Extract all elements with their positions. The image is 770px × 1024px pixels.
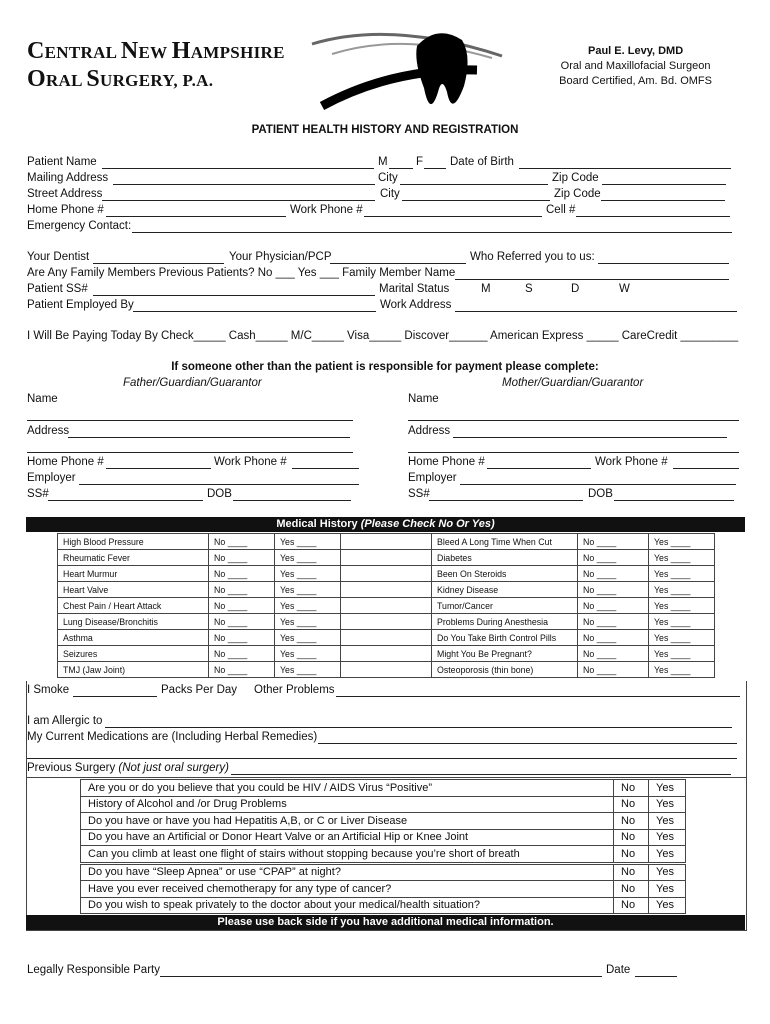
- physician-label: Your Physician/PCP: [229, 251, 332, 263]
- physician-field[interactable]: [330, 263, 466, 264]
- city2-label: City: [380, 188, 400, 200]
- surgery-text: Previous Surgery: [27, 762, 119, 774]
- right-employer-field[interactable]: [460, 484, 736, 485]
- question-text: Are you or do you believe that you could be HIV / AIDS Virus “Positive”: [81, 780, 614, 797]
- marital-s-option[interactable]: S: [525, 283, 533, 295]
- doctor-info: [559, 45, 712, 87]
- yes-checkbox[interactable]: Yes ____: [649, 630, 715, 646]
- left-work-phone-label: Work Phone #: [214, 456, 287, 468]
- street-field[interactable]: [102, 200, 375, 201]
- no-checkbox[interactable]: No ____: [578, 550, 649, 566]
- right-address-field[interactable]: [453, 437, 727, 438]
- question-text: Can you climb at least one flight of stairs without stopping because you’re short of breath: [81, 846, 614, 864]
- yes-checkbox[interactable]: Yes ____: [649, 646, 715, 662]
- no-checkbox[interactable]: No ____: [578, 630, 649, 646]
- no-checkbox[interactable]: No ____: [578, 582, 649, 598]
- guarantor-heading: If someone other than the patient is responsible for payment please complete:: [171, 361, 599, 373]
- left-employer-field[interactable]: [79, 484, 359, 485]
- left-ss-label: SS#: [27, 488, 49, 500]
- work-phone-label: Work Phone #: [290, 204, 363, 216]
- name-part: AMPSHIRE: [190, 43, 285, 62]
- spacer-cell: [341, 614, 432, 630]
- name-part: EW: [138, 43, 172, 62]
- emergency-label: Emergency Contact:: [27, 220, 132, 232]
- sex-m-label: M: [378, 156, 388, 168]
- ssn-label: Patient SS#: [27, 283, 88, 295]
- no-checkbox[interactable]: No ____: [578, 646, 649, 662]
- question-no-option[interactable]: No: [614, 881, 649, 898]
- yes-checkbox[interactable]: Yes ____: [649, 566, 715, 582]
- home-phone-label: Home Phone #: [27, 204, 104, 216]
- dentist-label: Your Dentist: [27, 251, 90, 263]
- father-guarantor-title: Father/Guardian/Guarantor: [123, 377, 262, 389]
- question-row: [81, 863, 686, 881]
- no-checkbox[interactable]: No ____: [209, 550, 275, 566]
- question-yes-option[interactable]: Yes: [649, 796, 686, 813]
- spacer-cell: [341, 598, 432, 614]
- no-checkbox[interactable]: No ____: [578, 534, 649, 550]
- other-problems-label: Other Problems: [254, 684, 335, 696]
- condition-label: Chest Pain / Heart Attack: [58, 598, 209, 614]
- right-name-label: Name: [408, 393, 439, 405]
- right-ss-field[interactable]: [429, 500, 583, 501]
- table-row: [58, 662, 715, 678]
- medical-history-bar: [26, 517, 745, 532]
- question-yes-option[interactable]: Yes: [649, 829, 686, 846]
- medications-field[interactable]: [318, 743, 737, 744]
- question-no-option[interactable]: No: [614, 796, 649, 813]
- question-row: [81, 796, 686, 813]
- doctor-name: Paul E. Levy, DMD: [588, 45, 684, 57]
- dob-label: Date of Birth: [450, 156, 514, 168]
- no-checkbox[interactable]: No ____: [209, 598, 275, 614]
- doctor-title: Oral and Maxillofacial Surgeon: [560, 60, 711, 72]
- spacer-cell: [341, 534, 432, 550]
- practice-name-line1: [27, 38, 285, 65]
- city-field[interactable]: [400, 184, 548, 185]
- name-part: URGERY, P.A.: [100, 71, 214, 90]
- spacer-cell: [341, 662, 432, 678]
- smoke-field[interactable]: [73, 696, 157, 697]
- allergic-label: I am Allergic to: [27, 715, 103, 727]
- work-address-field[interactable]: [455, 311, 737, 312]
- tooth-logo-icon: [302, 26, 517, 121]
- marital-m-option[interactable]: M: [481, 283, 491, 295]
- yes-checkbox[interactable]: Yes ____: [275, 534, 341, 550]
- patient-name-label: Patient Name: [27, 156, 97, 168]
- no-checkbox[interactable]: No ____: [209, 566, 275, 582]
- question-text: Do you have “Sleep Apnea” or use “CPAP” at night?: [81, 863, 614, 881]
- yes-checkbox[interactable]: Yes ____: [275, 550, 341, 566]
- question-row: [81, 813, 686, 830]
- dentist-field[interactable]: [93, 263, 224, 264]
- medical-title: Medical History: [276, 518, 361, 530]
- question-yes-option[interactable]: Yes: [649, 846, 686, 864]
- doctor-board: Board Certified, Am. Bd. OMFS: [559, 75, 712, 87]
- yes-checkbox[interactable]: Yes ____: [649, 614, 715, 630]
- spacer-cell: [341, 646, 432, 662]
- footer-note-bar: Please use back side if you have additional medical information.: [26, 915, 745, 930]
- yes-checkbox[interactable]: Yes ____: [275, 630, 341, 646]
- cell-label: Cell #: [546, 204, 576, 216]
- ssn-field[interactable]: [93, 295, 375, 296]
- name-part: ENTRAL: [44, 43, 121, 62]
- no-checkbox[interactable]: No ____: [578, 566, 649, 582]
- question-no-option[interactable]: No: [614, 863, 649, 881]
- cap-letter: H: [171, 38, 191, 64]
- city-label: City: [378, 172, 398, 184]
- condition-label: Tumor/Cancer: [432, 598, 578, 614]
- left-ss-field[interactable]: [48, 500, 203, 501]
- question-row: [81, 829, 686, 846]
- right-home-phone-label: Home Phone #: [408, 456, 485, 468]
- yes-checkbox[interactable]: Yes ____: [275, 646, 341, 662]
- right-ss-label: SS#: [408, 488, 430, 500]
- form-title: PATIENT HEALTH HISTORY AND REGISTRATION: [251, 124, 519, 136]
- employed-field[interactable]: [133, 311, 376, 312]
- sex-f-field[interactable]: [424, 168, 446, 169]
- spacer-cell: [341, 630, 432, 646]
- marital-d-option[interactable]: D: [571, 283, 580, 295]
- condition-label: Osteoporosis (thin bone): [432, 662, 578, 678]
- right-dob-field[interactable]: [614, 500, 734, 501]
- table-row: [58, 582, 715, 598]
- zip-field[interactable]: [602, 184, 726, 185]
- medications2-field[interactable]: [27, 758, 737, 759]
- question-row: [81, 881, 686, 898]
- table-row: [58, 534, 715, 550]
- question-yes-option[interactable]: Yes: [649, 881, 686, 898]
- question-yes-option[interactable]: Yes: [649, 863, 686, 881]
- left-work-phone-field[interactable]: [292, 468, 359, 469]
- other-problems-field[interactable]: [336, 696, 740, 697]
- mailing-label: Mailing Address: [27, 172, 109, 184]
- condition-label: Asthma: [58, 630, 209, 646]
- question-no-option[interactable]: No: [614, 897, 649, 914]
- surgery-field[interactable]: [231, 774, 731, 775]
- street-label: Street Address: [27, 188, 103, 200]
- spacer-cell: [341, 566, 432, 582]
- no-checkbox[interactable]: No ____: [578, 614, 649, 630]
- yes-checkbox[interactable]: Yes ____: [275, 598, 341, 614]
- table-row: [58, 646, 715, 662]
- question-text: History of Alcohol and /or Drug Problems: [81, 796, 614, 813]
- no-checkbox[interactable]: No ____: [209, 630, 275, 646]
- yes-checkbox[interactable]: Yes ____: [275, 566, 341, 582]
- dob-field[interactable]: [519, 168, 731, 169]
- cell-field[interactable]: [576, 216, 730, 217]
- question-row: [81, 780, 686, 797]
- work-phone-field[interactable]: [364, 216, 542, 217]
- city2-field[interactable]: [402, 200, 550, 201]
- yes-checkbox[interactable]: Yes ____: [649, 582, 715, 598]
- left-address2-field[interactable]: [27, 452, 353, 453]
- table-row: [58, 566, 715, 582]
- no-checkbox[interactable]: No ____: [578, 598, 649, 614]
- questions-table: [80, 779, 686, 914]
- question-yes-option[interactable]: Yes: [649, 780, 686, 797]
- left-employer-label: Employer: [27, 472, 76, 484]
- yes-checkbox[interactable]: Yes ____: [275, 662, 341, 678]
- employed-label: Patient Employed By: [27, 299, 134, 311]
- smoke-label: I Smoke: [27, 684, 70, 696]
- referred-label: Who Referred you to us:: [470, 251, 595, 263]
- yes-checkbox[interactable]: Yes ____: [275, 614, 341, 630]
- spacer-cell: [341, 550, 432, 566]
- condition-label: Bleed A Long Time When Cut: [432, 534, 578, 550]
- cap-letter: C: [27, 38, 45, 64]
- marital-label: Marital Status: [379, 283, 450, 295]
- left-name-field[interactable]: [27, 420, 353, 421]
- no-checkbox[interactable]: No ____: [209, 646, 275, 662]
- family-member-field[interactable]: [455, 279, 729, 280]
- yes-checkbox[interactable]: Yes ____: [275, 582, 341, 598]
- zip2-label: Zip Code: [554, 188, 601, 200]
- emergency-field[interactable]: [132, 232, 732, 233]
- no-checkbox[interactable]: No ____: [209, 614, 275, 630]
- question-text: Do you have an Artificial or Donor Heart Valve or an Artificial Hip or Knee Joint: [81, 829, 614, 846]
- payment-methods[interactable]: I Will Be Paying Today By Check_____ Cash_____ M/C_____ Visa_____ Discover______ American Express _____ CareCredit _________: [27, 330, 739, 342]
- surgery-label: [27, 762, 229, 774]
- spacer-cell: [341, 582, 432, 598]
- date-field[interactable]: [635, 976, 677, 977]
- question-text: Do you have or have you had Hepatitis A,B, or C or Liver Disease: [81, 813, 614, 830]
- practice-name-line2: [27, 66, 213, 93]
- referred-field[interactable]: [598, 263, 729, 264]
- condition-label: Diabetes: [432, 550, 578, 566]
- right-address-label: Address: [408, 425, 451, 437]
- table-row: [58, 550, 715, 566]
- allergic-field[interactable]: [105, 727, 732, 728]
- responsible-party-label: Legally Responsible Party: [27, 964, 160, 976]
- question-no-option[interactable]: No: [614, 813, 649, 830]
- family-prev-label: Are Any Family Members Previous Patients? No ___ Yes ___ Family Member Name: [27, 267, 456, 279]
- patient-name-field[interactable]: [102, 168, 374, 169]
- right-work-phone-label: Work Phone #: [595, 456, 668, 468]
- marital-w-option[interactable]: W: [619, 283, 630, 295]
- sex-m-field[interactable]: [389, 168, 413, 169]
- left-address-field[interactable]: [68, 437, 350, 438]
- question-no-option[interactable]: No: [614, 846, 649, 864]
- right-work-phone-field[interactable]: [673, 468, 739, 469]
- question-text: Have you ever received chemotherapy for any type of cancer?: [81, 881, 614, 898]
- left-dob-label: DOB: [207, 488, 232, 500]
- right-dob-label: DOB: [588, 488, 613, 500]
- no-checkbox[interactable]: No ____: [209, 662, 275, 678]
- date-label: Date: [606, 964, 631, 976]
- packs-label: Packs Per Day: [161, 684, 238, 696]
- left-address-label: Address: [27, 425, 70, 437]
- right-home-phone-field[interactable]: [487, 468, 591, 469]
- mother-guarantor-title: Mother/Guardian/Guarantor: [502, 377, 644, 389]
- medical-title-italic: (Please Check No Or Yes): [360, 518, 495, 530]
- work-address-label: Work Address: [380, 299, 452, 311]
- question-no-option[interactable]: No: [614, 829, 649, 846]
- condition-label: Problems During Anesthesia: [432, 614, 578, 630]
- condition-label: Do You Take Birth Control Pills: [432, 630, 578, 646]
- condition-label: Kidney Disease: [432, 582, 578, 598]
- no-checkbox[interactable]: No ____: [209, 582, 275, 598]
- sex-f-label: F: [416, 156, 424, 168]
- condition-label: Seizures: [58, 646, 209, 662]
- condition-label: Been On Steroids: [432, 566, 578, 582]
- no-checkbox[interactable]: No ____: [209, 534, 275, 550]
- condition-label: Might You Be Pregnant?: [432, 646, 578, 662]
- left-name-label: Name: [27, 393, 58, 405]
- no-checkbox[interactable]: No ____: [578, 662, 649, 678]
- left-home-phone-field[interactable]: [106, 468, 211, 469]
- mailing-field[interactable]: [113, 184, 375, 185]
- zip2-field[interactable]: [601, 200, 725, 201]
- question-row: [81, 846, 686, 864]
- condition-label: TMJ (Jaw Joint): [58, 662, 209, 678]
- condition-label: Lung Disease/Bronchitis: [58, 614, 209, 630]
- right-employer-label: Employer: [408, 472, 457, 484]
- name-part: RAL: [45, 71, 87, 90]
- surgery-italic: (Not just oral surgery): [118, 762, 229, 774]
- question-yes-option[interactable]: Yes: [649, 813, 686, 830]
- medical-history-table: [57, 533, 715, 678]
- cap-letter: O: [27, 66, 46, 92]
- question-no-option[interactable]: No: [614, 780, 649, 797]
- condition-label: Heart Murmur: [58, 566, 209, 582]
- right-address2-field[interactable]: [408, 452, 739, 453]
- table-row: [58, 598, 715, 614]
- question-text: Do you wish to speak privately to the doctor about your medical/health situation?: [81, 897, 614, 914]
- question-row: [81, 897, 686, 914]
- yes-checkbox[interactable]: Yes ____: [649, 598, 715, 614]
- yes-checkbox[interactable]: Yes ____: [649, 662, 715, 678]
- table-row: [58, 630, 715, 646]
- yes-checkbox[interactable]: Yes ____: [649, 550, 715, 566]
- cap-letter: N: [120, 38, 139, 64]
- condition-label: High Blood Pressure: [58, 534, 209, 550]
- cap-letter: S: [86, 66, 101, 92]
- left-dob-field[interactable]: [233, 500, 351, 501]
- zip-label: Zip Code: [552, 172, 599, 184]
- right-name-field[interactable]: [408, 420, 739, 421]
- responsible-party-field[interactable]: [160, 976, 602, 977]
- condition-label: Rheumatic Fever: [58, 550, 209, 566]
- home-phone-field[interactable]: [106, 216, 286, 217]
- table-row: [58, 614, 715, 630]
- medications-label: My Current Medications are (Including Herbal Remedies): [27, 731, 318, 743]
- condition-label: Heart Valve: [58, 582, 209, 598]
- left-home-phone-label: Home Phone #: [27, 456, 104, 468]
- yes-checkbox[interactable]: Yes ____: [649, 534, 715, 550]
- question-yes-option[interactable]: Yes: [649, 897, 686, 914]
